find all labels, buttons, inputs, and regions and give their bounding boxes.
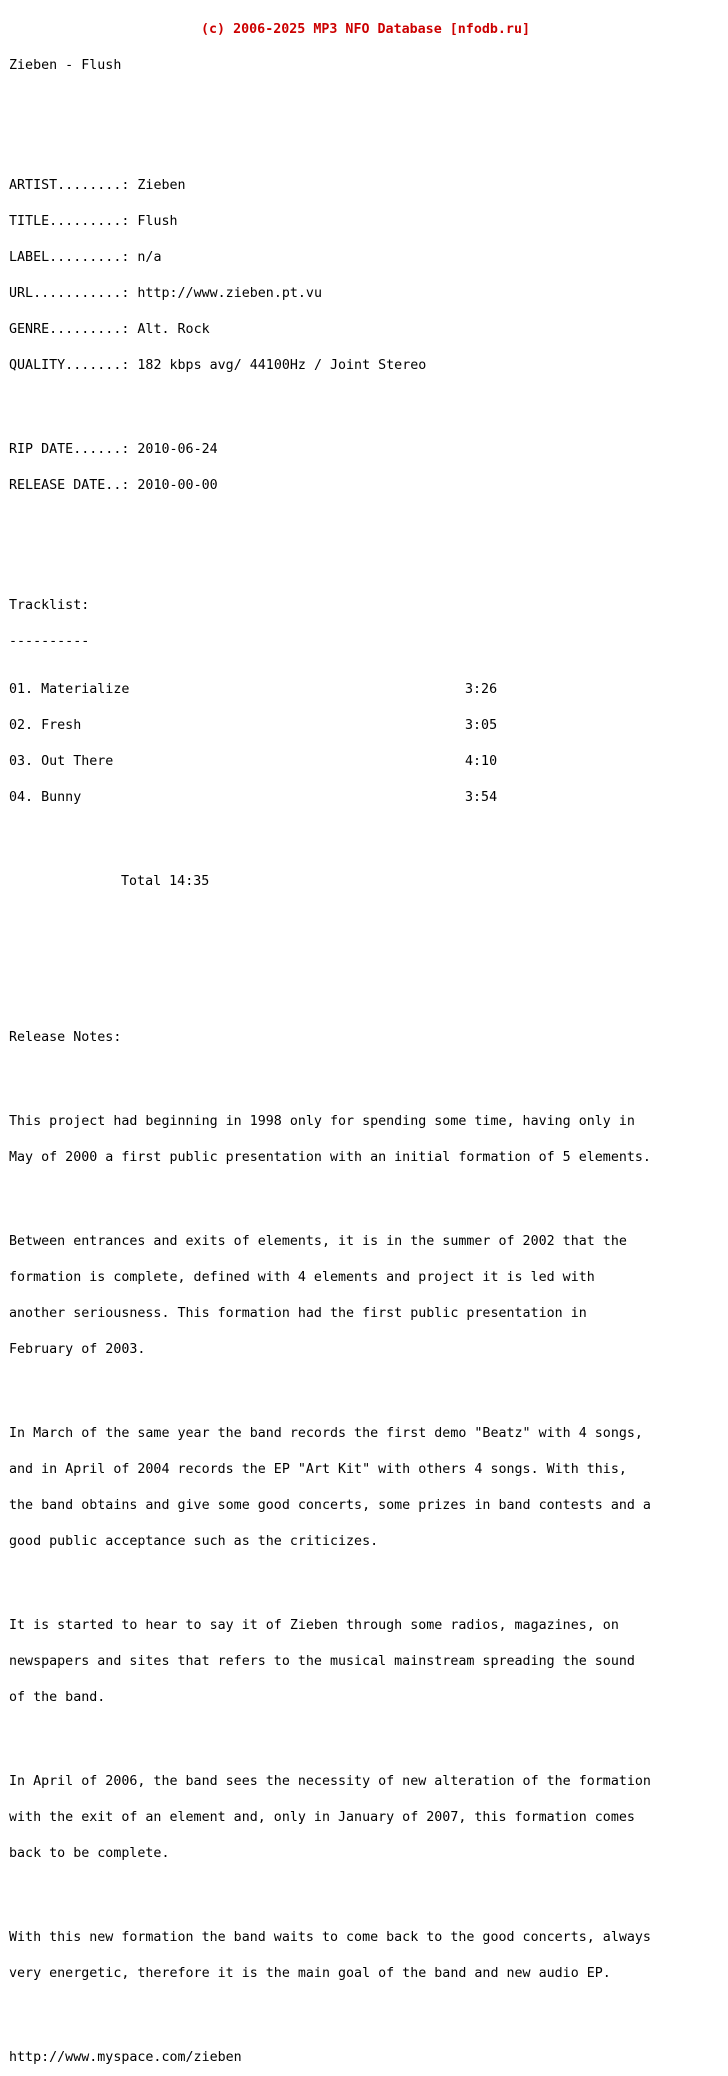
info-genre	[9, 324, 651, 336]
track-time: 3:54	[465, 790, 498, 805]
notes-line: With this new formation the band waits to come back to the good concerts, always	[9, 1930, 651, 1945]
info-quality	[9, 360, 651, 372]
blank-line	[9, 1728, 651, 1740]
info-label: RIP DATE......:	[9, 442, 130, 457]
watermark-line	[9, 24, 651, 36]
blank-line	[9, 1188, 651, 1200]
watermark: (c) 2006-2025 MP3 NFO Database [nfodb.ru]	[201, 22, 530, 37]
notes-line: another seriousness. This formation had the first public presentation in	[9, 1306, 587, 1321]
blank-line	[9, 396, 651, 408]
blank-line	[9, 984, 651, 996]
footer-url: http://www.myspace.com/zieben	[9, 2050, 242, 2065]
track-row	[9, 756, 651, 768]
info-label-row	[9, 252, 651, 264]
total-time: Total 14:35	[121, 874, 210, 889]
track-row	[9, 684, 651, 696]
track-name: Bunny	[41, 790, 82, 805]
notes-line: and in April of 2004 records the EP "Art Kit" with others 4 songs. With this,	[9, 1462, 627, 1477]
track-name: Materialize	[41, 682, 130, 697]
blank-line	[9, 96, 651, 108]
notes-line: This project had beginning in 1998 only for spending some time, having only in	[9, 1114, 635, 1129]
release-title: Zieben - Flush	[9, 58, 122, 73]
info-value: Zieben	[137, 178, 186, 193]
track-row	[9, 720, 651, 732]
notes-line: the band obtains and give some good concerts, some prizes in band contests and a	[9, 1498, 651, 1513]
release-date	[9, 480, 651, 492]
track-number: 04.	[9, 790, 34, 805]
notes-heading: Release Notes:	[9, 1030, 122, 1045]
info-value: n/a	[137, 250, 162, 265]
info-label: RELEASE DATE..:	[9, 478, 130, 493]
info-value: 2010-06-24	[137, 442, 218, 457]
blank-line	[9, 1884, 651, 1896]
notes-line: very energetic, therefore it is the main goal of the band and new audio EP.	[9, 1966, 611, 1981]
rip-date	[9, 444, 651, 456]
notes-line: February of 2003.	[9, 1342, 146, 1357]
track-row	[9, 792, 651, 804]
info-label: URL...........:	[9, 286, 130, 301]
track-time: 3:05	[465, 718, 498, 733]
info-value: 182 kbps avg/ 44100Hz / Joint Stereo	[137, 358, 427, 373]
blank-line	[9, 132, 651, 144]
notes-line: formation is complete, defined with 4 elements and project it is led with	[9, 1270, 595, 1285]
track-time: 4:10	[465, 754, 498, 769]
tracklist-heading: Tracklist:	[9, 598, 90, 613]
track-time: 3:26	[465, 682, 498, 697]
info-value: http://www.zieben.pt.vu	[137, 286, 322, 301]
total-time-line	[9, 876, 651, 888]
notes-line: In March of the same year the band records the first demo "Beatz" with 4 songs,	[9, 1426, 643, 1441]
info-label: GENRE.........:	[9, 322, 130, 337]
info-value: 2010-00-00	[137, 478, 218, 493]
notes-line: It is started to hear to say it of Zieben through some radios, magazines, on	[9, 1618, 619, 1633]
blank-line	[9, 912, 651, 924]
track-number: 03.	[9, 754, 34, 769]
blank-line	[9, 516, 651, 528]
notes-line: May of 2000 a first public presentation with an initial formation of 5 elements.	[9, 1150, 651, 1165]
notes-line: newspapers and sites that refers to the musical mainstream spreading the sound	[9, 1654, 635, 1669]
info-label: LABEL.........:	[9, 250, 130, 265]
track-number: 01.	[9, 682, 34, 697]
info-label: QUALITY.......:	[9, 358, 130, 373]
blank-line	[9, 1572, 651, 1584]
blank-line	[9, 828, 651, 840]
track-number: 02.	[9, 718, 34, 733]
info-label: ARTIST........:	[9, 178, 130, 193]
blank-line	[9, 552, 651, 564]
notes-line: of the band.	[9, 1690, 106, 1705]
info-value: Flush	[137, 214, 178, 229]
tracklist-rule: ----------	[9, 634, 90, 649]
info-title	[9, 216, 651, 228]
notes-line: In April of 2006, the band sees the necessity of new alteration of the formation	[9, 1774, 651, 1789]
notes-line: with the exit of an element and, only in January of 2007, this formation comes	[9, 1810, 635, 1825]
blank-line	[9, 1380, 651, 1392]
blank-line	[9, 2004, 651, 2016]
notes-line: Between entrances and exits of elements, it is in the summer of 2002 that the	[9, 1234, 627, 1249]
nfo-document	[9, 0, 651, 2076]
blank-line	[9, 1068, 651, 1080]
info-value: Alt. Rock	[137, 322, 210, 337]
blank-line	[9, 948, 651, 960]
track-name: Out There	[41, 754, 114, 769]
info-url	[9, 288, 651, 300]
track-name: Fresh	[41, 718, 82, 733]
info-artist	[9, 180, 651, 192]
notes-line: back to be complete.	[9, 1846, 170, 1861]
notes-line: good public acceptance such as the criticizes.	[9, 1534, 379, 1549]
info-label: TITLE.........:	[9, 214, 130, 229]
